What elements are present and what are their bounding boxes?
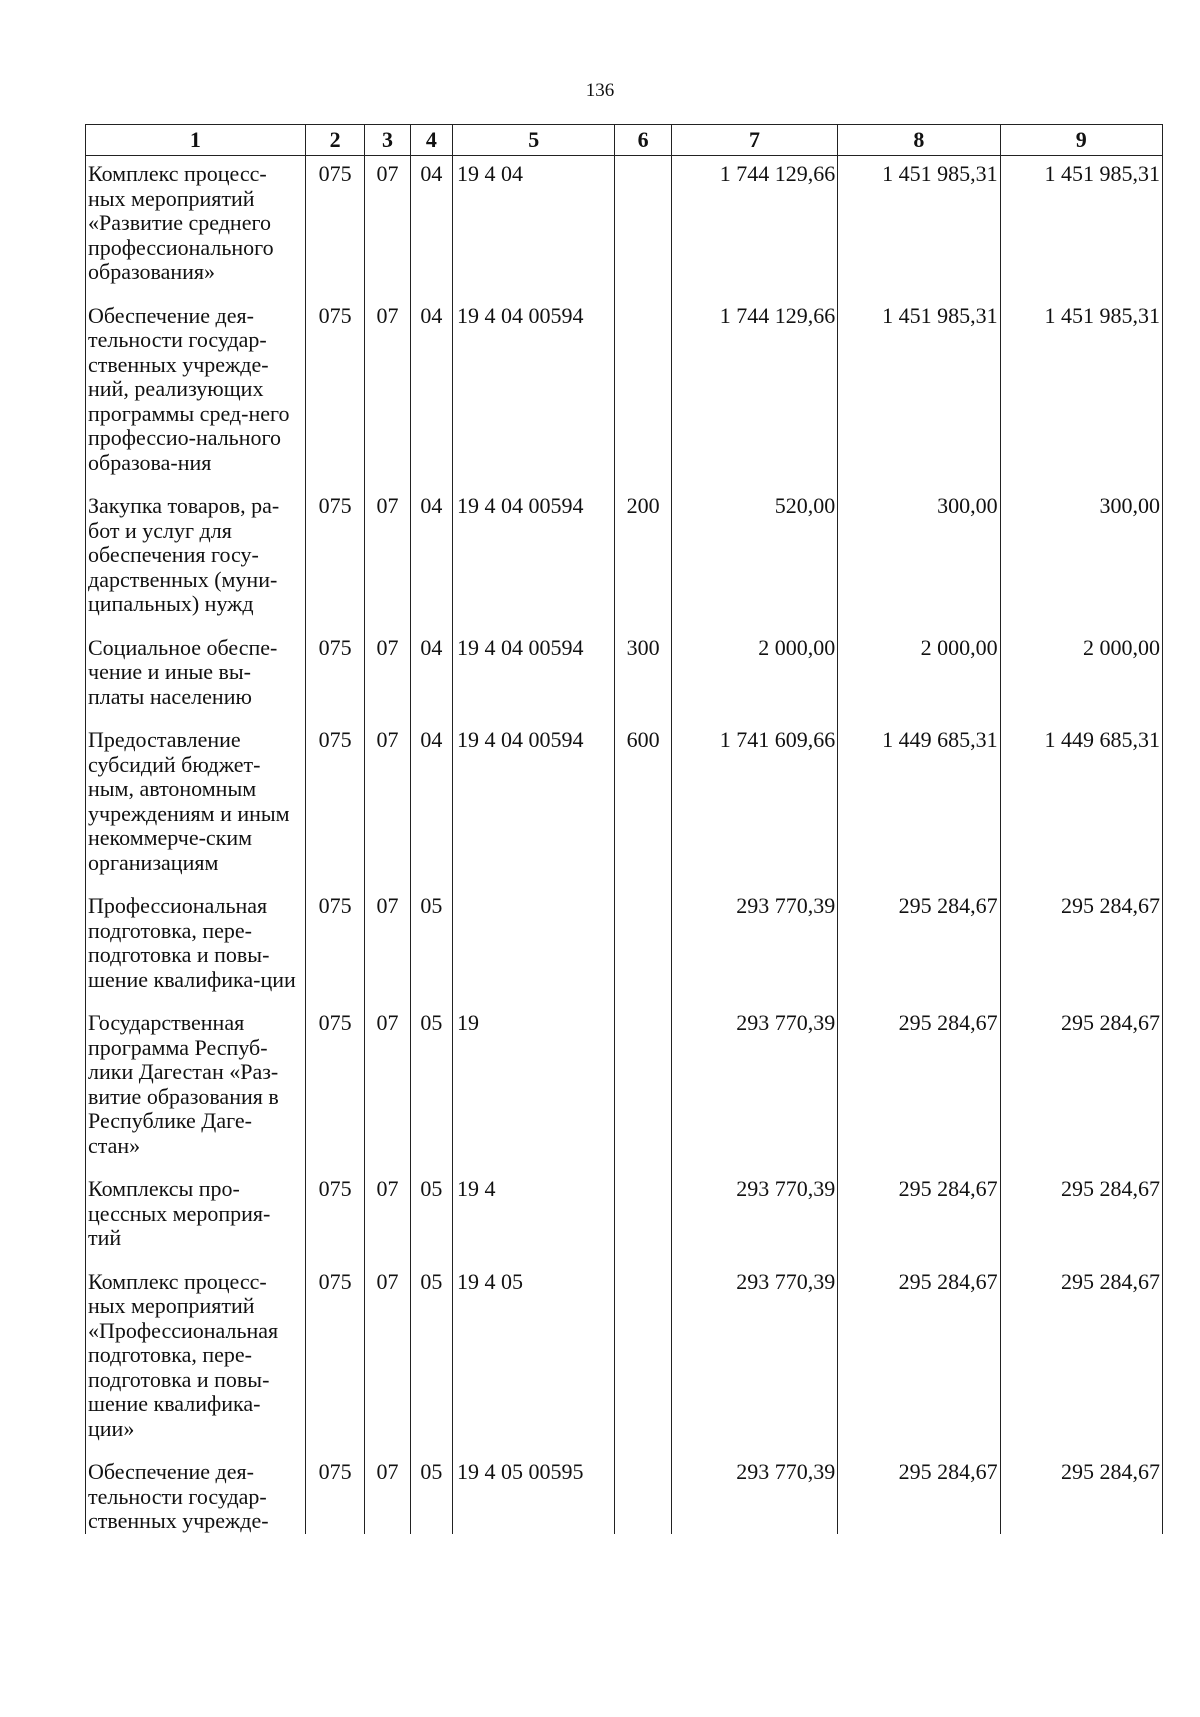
- row-ministry-code: 075: [305, 488, 364, 630]
- header-row: [86, 125, 1163, 156]
- row-target-article: 19 4 04 00594: [453, 488, 615, 630]
- row-amount-col9: 295 284,67: [1000, 1264, 1162, 1455]
- table-row: [86, 1171, 1163, 1264]
- row-amount-col8: 295 284,67: [838, 888, 1000, 1005]
- row-subsection-code: 04: [410, 630, 452, 723]
- header-col-8: 8: [838, 125, 1000, 156]
- row-subsection-code: 05: [410, 1264, 452, 1455]
- row-target-article: 19 4 05: [453, 1264, 615, 1455]
- row-amount-col7: 1 744 129,66: [671, 156, 837, 298]
- row-name: Предоставление субсидий бюджет-ным, автономным учреждениям и иным некоммерче-ским организациям: [86, 722, 306, 888]
- row-ministry-code: 075: [305, 722, 364, 888]
- row-amount-col9: 2 000,00: [1000, 630, 1162, 723]
- row-subsection-code: 04: [410, 156, 452, 298]
- header-col-5: 5: [453, 125, 615, 156]
- row-ministry-code: 075: [305, 630, 364, 723]
- row-amount-col8: 295 284,67: [838, 1005, 1000, 1171]
- table-row: [86, 1005, 1163, 1171]
- row-name: Социальное обеспе-чение и иные вы-платы населению: [86, 630, 306, 723]
- table-row: [86, 1264, 1163, 1455]
- row-expense-type: 600: [615, 722, 671, 888]
- row-target-article: 19 4 04 00594: [453, 298, 615, 489]
- header-col-4: 4: [410, 125, 452, 156]
- row-amount-col8: 1 451 985,31: [838, 156, 1000, 298]
- table-row: [86, 630, 1163, 723]
- row-expense-type: [615, 156, 671, 298]
- row-subsection-code: 04: [410, 298, 452, 489]
- row-ministry-code: 075: [305, 1005, 364, 1171]
- row-section-code: 07: [365, 1454, 410, 1534]
- row-target-article: 19 4 04 00594: [453, 630, 615, 723]
- row-amount-col8: 295 284,67: [838, 1264, 1000, 1455]
- header-col-7: 7: [671, 125, 837, 156]
- row-section-code: 07: [365, 1171, 410, 1264]
- table-row: [86, 156, 1163, 298]
- budget-table: [85, 124, 1163, 1534]
- table-row: [86, 722, 1163, 888]
- row-name: Комплекс процесс-ных мероприятий «Профессиональная подготовка, пере-подготовка и повы-шение квалифика-ции»: [86, 1264, 306, 1455]
- row-subsection-code: 05: [410, 1005, 452, 1171]
- row-amount-col8: 2 000,00: [838, 630, 1000, 723]
- row-name: Обеспечение дея-тельности государ-ственных учрежде-: [86, 1454, 306, 1534]
- row-section-code: 07: [365, 156, 410, 298]
- row-target-article: 19 4: [453, 1171, 615, 1264]
- table-row: [86, 298, 1163, 489]
- row-amount-col7: 2 000,00: [671, 630, 837, 723]
- row-subsection-code: 04: [410, 488, 452, 630]
- row-amount-col8: 295 284,67: [838, 1171, 1000, 1264]
- row-expense-type: 300: [615, 630, 671, 723]
- header-col-6: 6: [615, 125, 671, 156]
- table-row: [86, 488, 1163, 630]
- row-amount-col9: 1 451 985,31: [1000, 156, 1162, 298]
- row-expense-type: [615, 1264, 671, 1455]
- row-expense-type: [615, 1171, 671, 1264]
- row-ministry-code: 075: [305, 888, 364, 1005]
- row-amount-col8: 295 284,67: [838, 1454, 1000, 1534]
- row-target-article: 19 4 04 00594: [453, 722, 615, 888]
- header-col-1: 1: [86, 125, 306, 156]
- table-row: [86, 1454, 1163, 1534]
- row-amount-col7: 293 770,39: [671, 1005, 837, 1171]
- page-number: 136: [585, 80, 615, 101]
- row-name: Комплексы про-цессных мероприя-тий: [86, 1171, 306, 1264]
- row-amount-col9: 1 451 985,31: [1000, 298, 1162, 489]
- table-row: [86, 888, 1163, 1005]
- row-section-code: 07: [365, 722, 410, 888]
- row-amount-col9: 300,00: [1000, 488, 1162, 630]
- row-name: Закупка товаров, ра-бот и услуг для обеспечения госу-дарственных (муни-ципальных) нужд: [86, 488, 306, 630]
- row-ministry-code: 075: [305, 156, 364, 298]
- row-expense-type: 200: [615, 488, 671, 630]
- row-amount-col8: 1 449 685,31: [838, 722, 1000, 888]
- row-name: Обеспечение дея-тельности государ-ственных учрежде-ний, реализующих программы сред-него профессио-нального образова-ния: [86, 298, 306, 489]
- row-amount-col8: 1 451 985,31: [838, 298, 1000, 489]
- row-target-article: [453, 888, 615, 1005]
- row-amount-col9: 295 284,67: [1000, 888, 1162, 1005]
- row-amount-col8: 300,00: [838, 488, 1000, 630]
- row-ministry-code: 075: [305, 298, 364, 489]
- header-col-3: 3: [365, 125, 410, 156]
- row-name: Комплекс процесс-ных мероприятий «Развитие среднего профессионального образования»: [86, 156, 306, 298]
- row-amount-col9: 295 284,67: [1000, 1005, 1162, 1171]
- row-amount-col7: 1 744 129,66: [671, 298, 837, 489]
- row-section-code: 07: [365, 630, 410, 723]
- row-section-code: 07: [365, 298, 410, 489]
- row-amount-col9: 1 449 685,31: [1000, 722, 1162, 888]
- row-section-code: 07: [365, 488, 410, 630]
- row-amount-col7: 293 770,39: [671, 1171, 837, 1264]
- row-section-code: 07: [365, 888, 410, 1005]
- row-name: Профессиональная подготовка, пере-подготовка и повы-шение квалифика-ции: [86, 888, 306, 1005]
- row-amount-col7: 520,00: [671, 488, 837, 630]
- row-subsection-code: 05: [410, 1171, 452, 1264]
- row-amount-col7: 293 770,39: [671, 1454, 837, 1534]
- row-subsection-code: 04: [410, 722, 452, 888]
- row-amount-col7: 1 741 609,66: [671, 722, 837, 888]
- row-expense-type: [615, 298, 671, 489]
- row-section-code: 07: [365, 1264, 410, 1455]
- row-target-article: 19 4 04: [453, 156, 615, 298]
- row-section-code: 07: [365, 1005, 410, 1171]
- row-amount-col7: 293 770,39: [671, 888, 837, 1005]
- row-ministry-code: 075: [305, 1454, 364, 1534]
- row-expense-type: [615, 1005, 671, 1171]
- row-amount-col9: 295 284,67: [1000, 1454, 1162, 1534]
- row-expense-type: [615, 888, 671, 1005]
- row-subsection-code: 05: [410, 888, 452, 1005]
- header-col-9: 9: [1000, 125, 1162, 156]
- row-subsection-code: 05: [410, 1454, 452, 1534]
- row-target-article: 19 4 05 00595: [453, 1454, 615, 1534]
- header-col-2: 2: [305, 125, 364, 156]
- row-target-article: 19: [453, 1005, 615, 1171]
- row-name: Государственная программа Респуб-лики Дагестан «Раз-витие образования в Республике Даге-стан»: [86, 1005, 306, 1171]
- row-amount-col9: 295 284,67: [1000, 1171, 1162, 1264]
- row-amount-col7: 293 770,39: [671, 1264, 837, 1455]
- row-expense-type: [615, 1454, 671, 1534]
- row-ministry-code: 075: [305, 1264, 364, 1455]
- row-ministry-code: 075: [305, 1171, 364, 1264]
